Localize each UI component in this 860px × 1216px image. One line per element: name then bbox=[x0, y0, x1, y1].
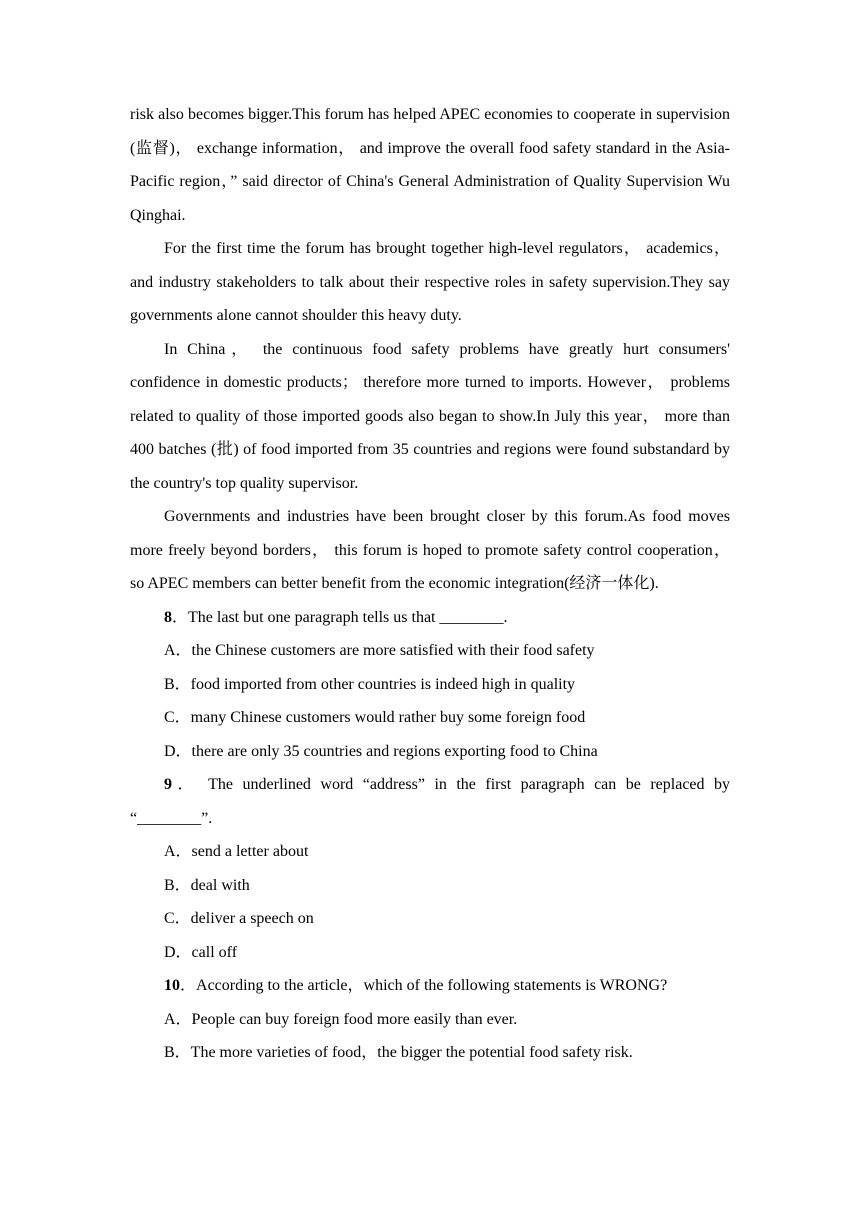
question-stem: The underlined word “address” in the first paragraph can be replaced by “________”. bbox=[130, 776, 731, 827]
option-b[interactable]: B．The more varieties of food，the bigger the potential food safety risk. bbox=[164, 1044, 633, 1061]
question-number: 10 bbox=[164, 977, 180, 994]
paragraph-1: risk also becomes bigger.This forum has helped APEC economies to cooperate in supervision (监督)， exchange information， and improve the overall food safety standard in the Asia-Pacific region，” said director of China's General Administration of Quality Supervision Wu Qinghai. bbox=[130, 106, 730, 224]
option-a[interactable]: A．People can buy foreign food more easily than ever. bbox=[164, 1010, 518, 1028]
paragraph-3: In China， the continuous food safety problems have greatly hurt consumers' confidence in domestic products； therefore more turned to imports. However， problems related to quality of those imported goods also began to show.In July this year， more than 400 batches (批) of food imported from 35 countries and regions were found substandard by the country's top quality supervisor. bbox=[130, 340, 730, 492]
question-10 bbox=[130, 969, 730, 1070]
option-c[interactable]: C．many Chinese customers would rather buy some foreign food bbox=[164, 709, 586, 726]
question-stem: According to the article，which of the following statements is WRONG? bbox=[196, 977, 668, 994]
question-separator: ． bbox=[180, 977, 197, 994]
option-d[interactable]: D．call off bbox=[164, 943, 238, 961]
question-separator: ． bbox=[172, 608, 189, 626]
paragraph-2: For the first time the forum has brought together high-level regulators， academics， and industry stakeholders to talk about their respective roles in safety supervision.They say governments alone cannot shoulder this heavy duty. bbox=[130, 240, 731, 324]
question-8 bbox=[130, 601, 730, 769]
option-c[interactable]: C．deliver a speech on bbox=[164, 910, 314, 927]
option-b[interactable]: B．deal with bbox=[164, 876, 250, 894]
option-a[interactable]: A．send a letter about bbox=[164, 843, 309, 860]
question-number: 9 bbox=[164, 776, 172, 793]
document-page bbox=[130, 98, 730, 1070]
question-stem: The last but one paragraph tells us that ________. bbox=[188, 608, 508, 626]
option-a[interactable]: A．the Chinese customers are more satisfied with their food safety bbox=[164, 642, 595, 659]
question-number: 8 bbox=[164, 608, 172, 626]
question-9 bbox=[130, 768, 730, 969]
question-separator: ． bbox=[172, 776, 209, 793]
option-d[interactable]: D．there are only 35 countries and regions exporting food to China bbox=[164, 742, 598, 760]
option-b[interactable]: B．food imported from other countries is indeed high in quality bbox=[164, 675, 576, 693]
paragraph-4: Governments and industries have been brought closer by this forum.As food moves more freely beyond borders， this forum is hoped to promote safety control cooperation， so APEC members can better benefit from the economic integration(经济一体化). bbox=[130, 508, 730, 592]
